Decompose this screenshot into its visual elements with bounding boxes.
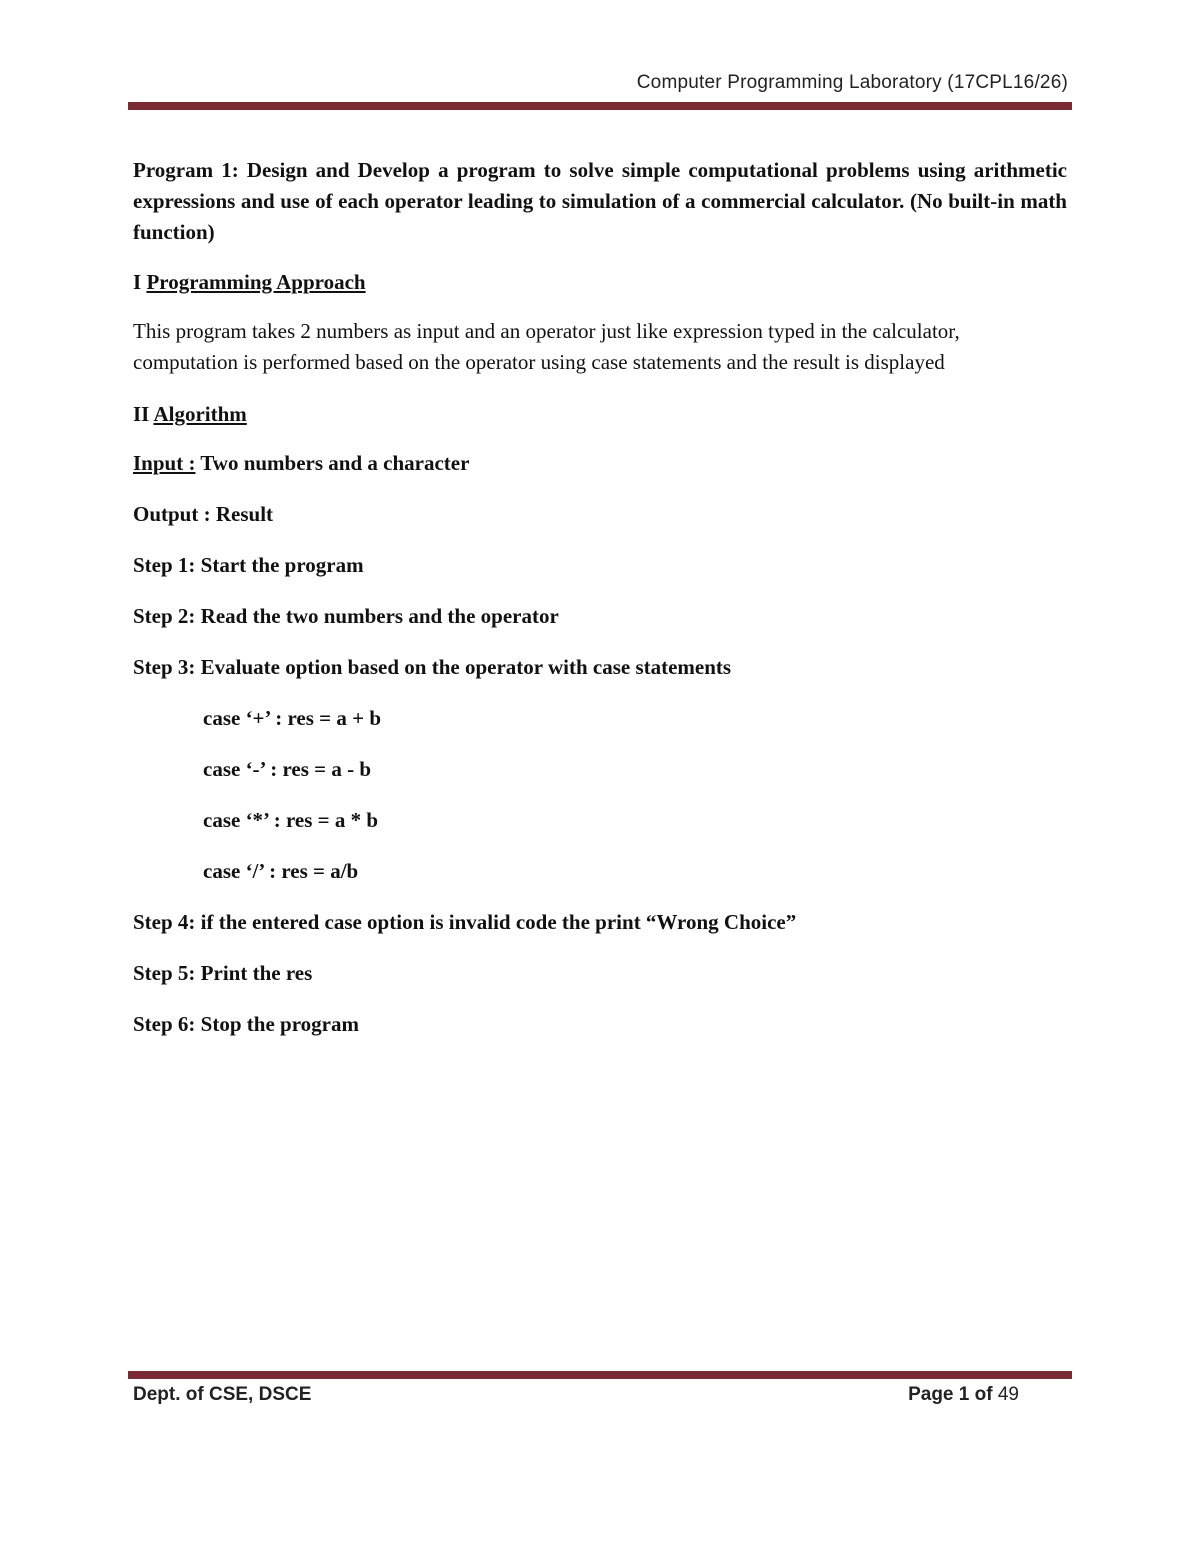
- header-rule: [128, 102, 1072, 110]
- section-numeral: II: [133, 402, 150, 426]
- step-6: Step 6: Stop the program: [133, 1012, 359, 1036]
- case-add: case ‘+’ : res = a + b: [203, 706, 381, 730]
- case-divide: case ‘/’ : res = a/b: [203, 859, 359, 883]
- step-1: Step 1: Start the program: [133, 553, 364, 577]
- step-2: Step 2: Read the two numbers and the operator: [133, 604, 559, 628]
- page-sep: of: [969, 1384, 998, 1405]
- step-3: Step 3: Evaluate option based on the operator with case statements: [133, 655, 732, 679]
- page-current: 1: [958, 1384, 970, 1405]
- section-title: Programming Approach: [146, 270, 366, 294]
- program-title: Program 1: Design and Develop a program to solve simple computational problems using arithmetic expressions and use of each operator leading to simulation of a commercial calculator. (No built-in math function): [133, 158, 1067, 244]
- output-line: Output : Result: [133, 502, 274, 526]
- section-heading-algorithm: [133, 399, 1067, 430]
- section-title: Algorithm: [153, 402, 247, 426]
- section-heading-approach: [133, 267, 1067, 298]
- header-title: Computer Programming Laboratory (17CPL16/26): [636, 72, 1068, 93]
- input-value: Two numbers and a character: [195, 451, 470, 475]
- approach-text: This program takes 2 numbers as input and an operator just like expression typed in the calculator, computation is performed based on the operator using case statements and the result is displayed: [133, 319, 960, 374]
- footer-dept: Dept. of CSE, DSCE: [133, 1384, 312, 1405]
- footer-rule: [128, 1371, 1072, 1379]
- page-number: [908, 1384, 1019, 1406]
- page-content: [133, 155, 1067, 1060]
- step-4: Step 4: if the entered case option is invalid code the print “Wrong Choice”: [133, 910, 797, 934]
- section-numeral: I: [133, 270, 142, 294]
- case-subtract: case ‘-’ : res = a - b: [203, 757, 372, 781]
- input-line: [133, 448, 1067, 479]
- step-5: Step 5: Print the res: [133, 961, 313, 985]
- page-total: 49: [997, 1384, 1019, 1405]
- page-prefix: Page: [908, 1384, 959, 1405]
- case-multiply: case ‘*’ : res = a * b: [203, 808, 379, 832]
- input-label: Input :: [133, 451, 196, 475]
